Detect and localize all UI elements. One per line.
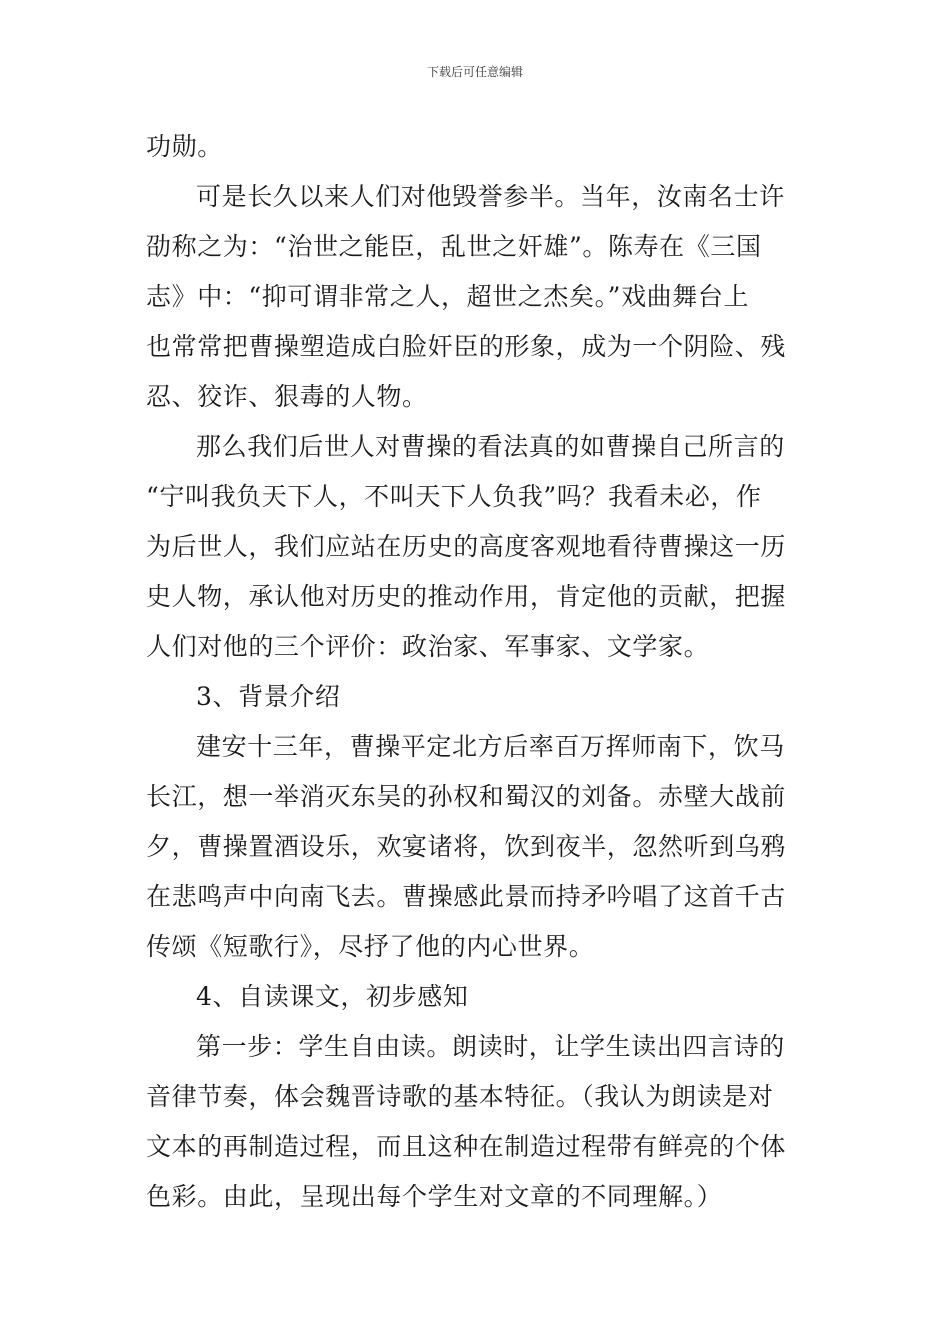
body-text — [146, 122, 808, 1222]
text-line: 色彩。由此，呈现出每个学生对文章的不同理解。） — [146, 1182, 723, 1211]
paragraph-start: 第一步：学生自由读。朗读时，让学生读出四言诗的 — [196, 1032, 785, 1061]
text-line: 人们对他的三个评价：政治家、军事家、文学家。 — [146, 632, 710, 661]
text-line: 在悲鸣声中向南飞去。曹操感此景而持矛吟唱了这首千古 — [146, 882, 787, 911]
text-line: 史人物，承认他对历史的推动作用，肯定他的贡献，把握 — [146, 582, 787, 611]
text-line: “宁叫我负天下人，不叫天下人负我”吗？我看未必，作 — [146, 482, 762, 511]
text-line: 长江，想一举消灭东吴的孙权和蜀汉的刘备。赤壁大战前 — [146, 782, 787, 811]
text-line: 夕，曹操置酒设乐，欢宴诸将，饮到夜半，忽然听到乌鸦 — [146, 832, 787, 861]
section-heading: 3、背景介绍 — [196, 682, 341, 711]
text-line: 为后世人，我们应站在历史的高度客观地看待曹操这一历 — [146, 532, 787, 561]
text-line: 传颂《短歌行》，尽抒了他的内心世界。 — [146, 932, 595, 961]
text-line: 劭称之为：“治世之能臣，乱世之奸雄”。陈寿在《三国 — [146, 232, 762, 261]
text-line: 文本的再制造过程，而且这种在制造过程带有鲜亮的个体 — [146, 1132, 787, 1161]
page-header: 下载后可任意编辑 — [426, 65, 523, 79]
paragraph-start: 可是长久以来人们对他毁誉参半。当年，汝南名士许 — [196, 182, 785, 211]
paragraph-start: 那么我们后世人对曹操的看法真的如曹操自己所言的 — [196, 432, 785, 461]
paragraph-start: 建安十三年，曹操平定北方后率百万挥师南下，饮马 — [196, 732, 785, 761]
section-heading: 4、自读课文，初步感知 — [196, 982, 469, 1011]
text-line: 音律节奏，体会魏晋诗歌的基本特征。（我认为朗读是对 — [146, 1082, 774, 1111]
text-line: 志》中：“抑可谓非常之人，超世之杰矣。”戏曲舞台上 — [146, 282, 750, 311]
text-line: 功勋。 — [146, 132, 223, 161]
text-line: 也常常把曹操塑造成白脸奸臣的形象，成为一个阴险、残 — [146, 332, 787, 361]
text-line: 忍、狡诈、狠毒的人物。 — [146, 382, 428, 411]
